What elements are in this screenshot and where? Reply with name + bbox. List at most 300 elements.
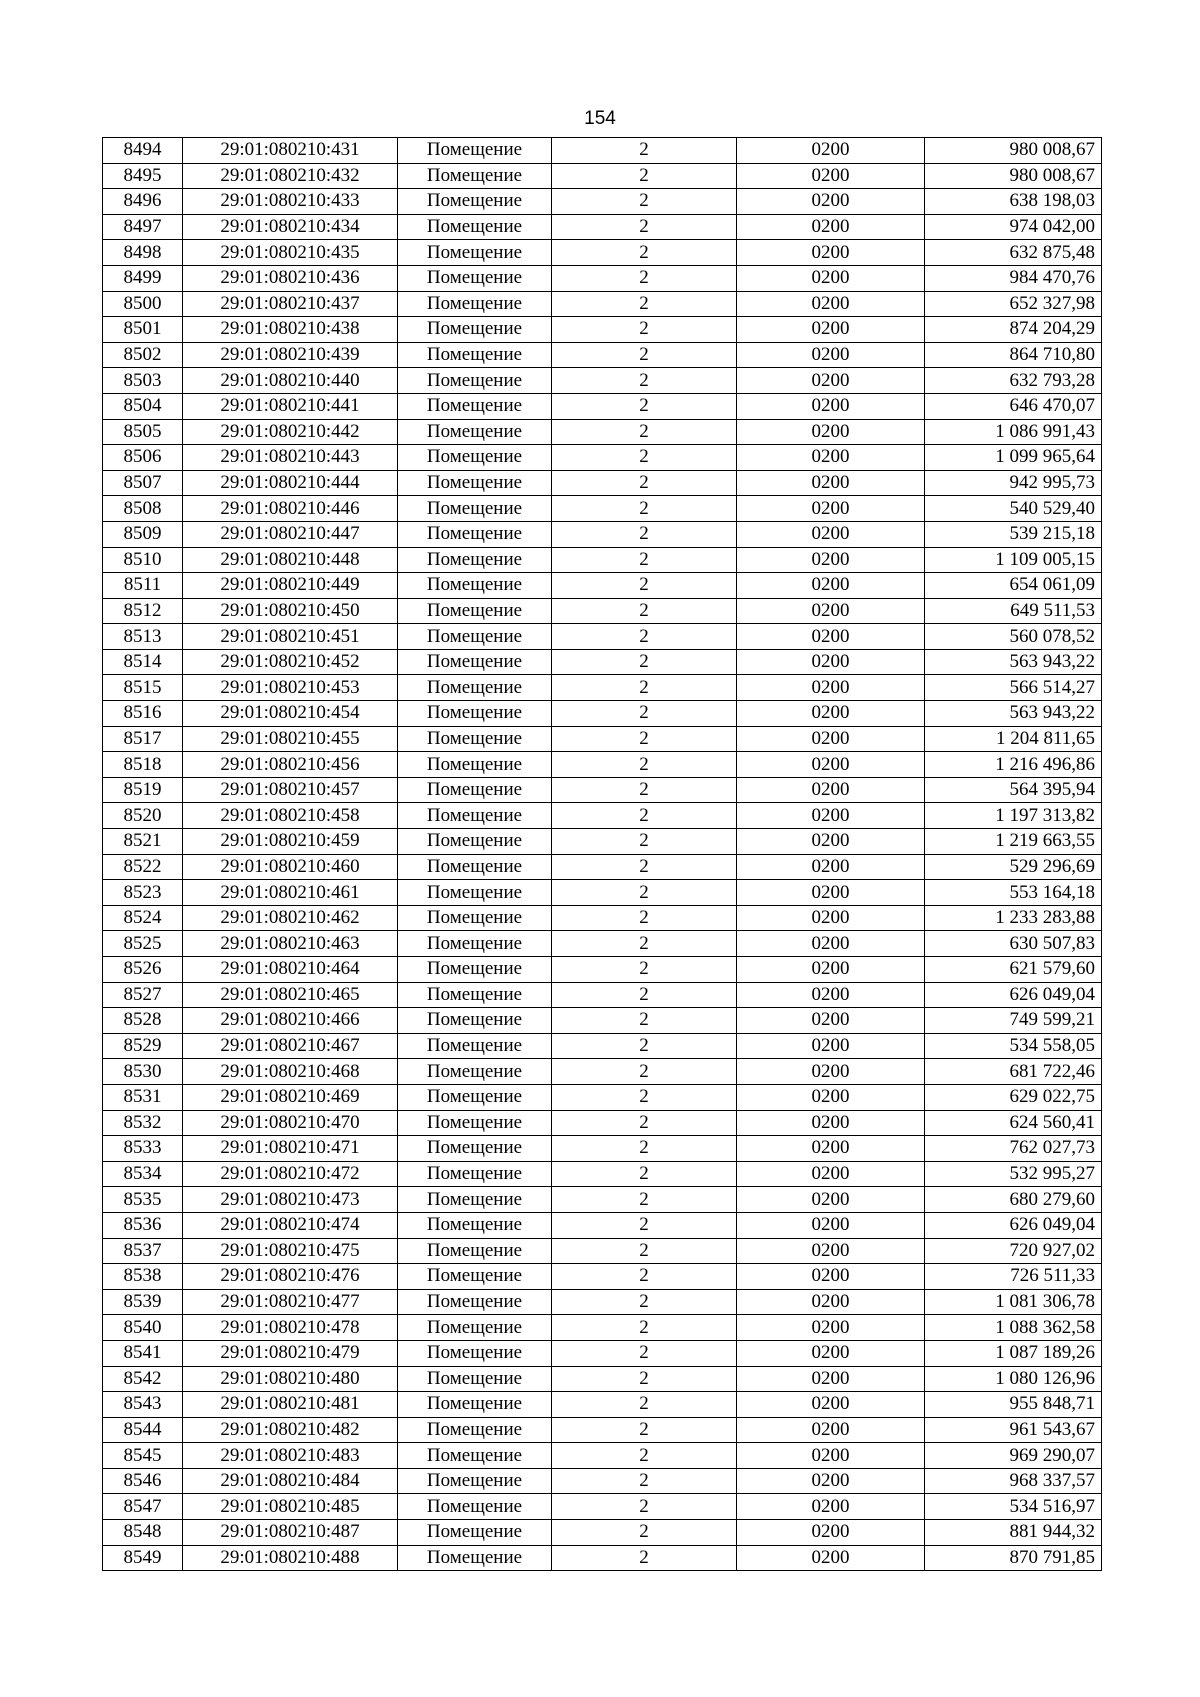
row-number-cell: 8499 <box>103 265 183 291</box>
table-row <box>103 445 1102 471</box>
table-row <box>103 573 1102 599</box>
floor-cell: 2 <box>552 803 737 829</box>
code-cell: 0200 <box>737 829 925 855</box>
cadastral-number-cell: 29:01:080210:470 <box>183 1110 398 1136</box>
cadastral-value-cell: 1 109 005,15 <box>925 547 1102 573</box>
object-type-cell: Помещение <box>398 393 552 419</box>
cadastral-number-cell: 29:01:080210:468 <box>183 1059 398 1085</box>
cadastral-number-cell: 29:01:080210:455 <box>183 726 398 752</box>
floor-cell: 2 <box>552 573 737 599</box>
object-type-cell: Помещение <box>398 138 552 164</box>
code-cell: 0200 <box>737 317 925 343</box>
registry-table-body <box>103 138 1102 1571</box>
code-cell: 0200 <box>737 1008 925 1034</box>
cadastral-value-cell: 624 560,41 <box>925 1110 1102 1136</box>
code-cell: 0200 <box>737 265 925 291</box>
object-type-cell: Помещение <box>398 521 552 547</box>
code-cell: 0200 <box>737 521 925 547</box>
object-type-cell: Помещение <box>398 854 552 880</box>
row-number-cell: 8535 <box>103 1187 183 1213</box>
cadastral-value-cell: 560 078,52 <box>925 624 1102 650</box>
table-row <box>103 1161 1102 1187</box>
cadastral-number-cell: 29:01:080210:439 <box>183 342 398 368</box>
table-row <box>103 547 1102 573</box>
table-row <box>103 1494 1102 1520</box>
floor-cell: 2 <box>552 1366 737 1392</box>
cadastral-number-cell: 29:01:080210:437 <box>183 291 398 317</box>
row-number-cell: 8515 <box>103 675 183 701</box>
floor-cell: 2 <box>552 214 737 240</box>
cadastral-value-cell: 969 290,07 <box>925 1443 1102 1469</box>
floor-cell: 2 <box>552 1110 737 1136</box>
code-cell: 0200 <box>737 240 925 266</box>
cadastral-number-cell: 29:01:080210:447 <box>183 521 398 547</box>
floor-cell: 2 <box>552 419 737 445</box>
row-number-cell: 8500 <box>103 291 183 317</box>
row-number-cell: 8525 <box>103 931 183 957</box>
cadastral-number-cell: 29:01:080210:453 <box>183 675 398 701</box>
cadastral-number-cell: 29:01:080210:433 <box>183 189 398 215</box>
cadastral-number-cell: 29:01:080210:474 <box>183 1212 398 1238</box>
cadastral-value-cell: 980 008,67 <box>925 138 1102 164</box>
code-cell: 0200 <box>737 573 925 599</box>
code-cell: 0200 <box>737 342 925 368</box>
cadastral-number-cell: 29:01:080210:431 <box>183 138 398 164</box>
row-number-cell: 8522 <box>103 854 183 880</box>
table-row <box>103 393 1102 419</box>
cadastral-value-cell: 762 027,73 <box>925 1136 1102 1162</box>
code-cell: 0200 <box>737 547 925 573</box>
table-row <box>103 675 1102 701</box>
floor-cell: 2 <box>552 675 737 701</box>
object-type-cell: Помещение <box>398 1008 552 1034</box>
cadastral-value-cell: 646 470,07 <box>925 393 1102 419</box>
cadastral-number-cell: 29:01:080210:461 <box>183 880 398 906</box>
object-type-cell: Помещение <box>398 1545 552 1571</box>
floor-cell: 2 <box>552 880 737 906</box>
table-row <box>103 138 1102 164</box>
cadastral-number-cell: 29:01:080210:457 <box>183 777 398 803</box>
table-row <box>103 291 1102 317</box>
row-number-cell: 8542 <box>103 1366 183 1392</box>
code-cell: 0200 <box>737 1468 925 1494</box>
floor-cell: 2 <box>552 777 737 803</box>
cadastral-value-cell: 680 279,60 <box>925 1187 1102 1213</box>
row-number-cell: 8524 <box>103 905 183 931</box>
cadastral-number-cell: 29:01:080210:463 <box>183 931 398 957</box>
code-cell: 0200 <box>737 701 925 727</box>
code-cell: 0200 <box>737 1264 925 1290</box>
cadastral-value-cell: 1 204 811,65 <box>925 726 1102 752</box>
code-cell: 0200 <box>737 957 925 983</box>
table-row <box>103 982 1102 1008</box>
cadastral-value-cell: 955 848,71 <box>925 1392 1102 1418</box>
code-cell: 0200 <box>737 1494 925 1520</box>
table-row <box>103 342 1102 368</box>
cadastral-value-cell: 564 395,94 <box>925 777 1102 803</box>
object-type-cell: Помещение <box>398 240 552 266</box>
table-row <box>103 752 1102 778</box>
code-cell: 0200 <box>737 1033 925 1059</box>
object-type-cell: Помещение <box>398 470 552 496</box>
cadastral-value-cell: 1 099 965,64 <box>925 445 1102 471</box>
cadastral-number-cell: 29:01:080210:442 <box>183 419 398 445</box>
table-row <box>103 1008 1102 1034</box>
cadastral-number-cell: 29:01:080210:482 <box>183 1417 398 1443</box>
code-cell: 0200 <box>737 1520 925 1546</box>
object-type-cell: Помещение <box>398 905 552 931</box>
row-number-cell: 8517 <box>103 726 183 752</box>
cadastral-value-cell: 629 022,75 <box>925 1084 1102 1110</box>
cadastral-number-cell: 29:01:080210:449 <box>183 573 398 599</box>
cadastral-number-cell: 29:01:080210:434 <box>183 214 398 240</box>
cadastral-value-cell: 974 042,00 <box>925 214 1102 240</box>
row-number-cell: 8510 <box>103 547 183 573</box>
object-type-cell: Помещение <box>398 982 552 1008</box>
table-row <box>103 214 1102 240</box>
table-row <box>103 1187 1102 1213</box>
object-type-cell: Помещение <box>398 1212 552 1238</box>
row-number-cell: 8506 <box>103 445 183 471</box>
row-number-cell: 8540 <box>103 1315 183 1341</box>
cadastral-number-cell: 29:01:080210:475 <box>183 1238 398 1264</box>
cadastral-number-cell: 29:01:080210:460 <box>183 854 398 880</box>
code-cell: 0200 <box>737 649 925 675</box>
floor-cell: 2 <box>552 1443 737 1469</box>
cadastral-value-cell: 638 198,03 <box>925 189 1102 215</box>
cadastral-value-cell: 566 514,27 <box>925 675 1102 701</box>
table-row <box>103 1264 1102 1290</box>
table-row <box>103 1084 1102 1110</box>
floor-cell: 2 <box>552 598 737 624</box>
table-row <box>103 1238 1102 1264</box>
row-number-cell: 8530 <box>103 1059 183 1085</box>
floor-cell: 2 <box>552 445 737 471</box>
row-number-cell: 8538 <box>103 1264 183 1290</box>
cadastral-number-cell: 29:01:080210:443 <box>183 445 398 471</box>
table-row <box>103 598 1102 624</box>
code-cell: 0200 <box>737 214 925 240</box>
code-cell: 0200 <box>737 1340 925 1366</box>
cadastral-value-cell: 563 943,22 <box>925 701 1102 727</box>
row-number-cell: 8505 <box>103 419 183 445</box>
object-type-cell: Помещение <box>398 317 552 343</box>
table-row <box>103 496 1102 522</box>
row-number-cell: 8543 <box>103 1392 183 1418</box>
table-row <box>103 189 1102 215</box>
code-cell: 0200 <box>737 1212 925 1238</box>
row-number-cell: 8509 <box>103 521 183 547</box>
cadastral-number-cell: 29:01:080210:436 <box>183 265 398 291</box>
table-row <box>103 419 1102 445</box>
code-cell: 0200 <box>737 445 925 471</box>
table-row <box>103 854 1102 880</box>
row-number-cell: 8549 <box>103 1545 183 1571</box>
table-row <box>103 521 1102 547</box>
row-number-cell: 8533 <box>103 1136 183 1162</box>
row-number-cell: 8526 <box>103 957 183 983</box>
floor-cell: 2 <box>552 1289 737 1315</box>
row-number-cell: 8513 <box>103 624 183 650</box>
cadastral-number-cell: 29:01:080210:465 <box>183 982 398 1008</box>
floor-cell: 2 <box>552 829 737 855</box>
cadastral-value-cell: 1 088 362,58 <box>925 1315 1102 1341</box>
cadastral-number-cell: 29:01:080210:432 <box>183 163 398 189</box>
object-type-cell: Помещение <box>398 1033 552 1059</box>
cadastral-value-cell: 1 197 313,82 <box>925 803 1102 829</box>
floor-cell: 2 <box>552 931 737 957</box>
floor-cell: 2 <box>552 240 737 266</box>
cadastral-value-cell: 654 061,09 <box>925 573 1102 599</box>
cadastral-value-cell: 726 511,33 <box>925 1264 1102 1290</box>
floor-cell: 2 <box>552 1212 737 1238</box>
row-number-cell: 8512 <box>103 598 183 624</box>
cadastral-number-cell: 29:01:080210:472 <box>183 1161 398 1187</box>
row-number-cell: 8496 <box>103 189 183 215</box>
object-type-cell: Помещение <box>398 1110 552 1136</box>
floor-cell: 2 <box>552 1468 737 1494</box>
row-number-cell: 8521 <box>103 829 183 855</box>
floor-cell: 2 <box>552 1494 737 1520</box>
cadastral-number-cell: 29:01:080210:487 <box>183 1520 398 1546</box>
code-cell: 0200 <box>737 726 925 752</box>
code-cell: 0200 <box>737 189 925 215</box>
object-type-cell: Помещение <box>398 1187 552 1213</box>
row-number-cell: 8518 <box>103 752 183 778</box>
code-cell: 0200 <box>737 624 925 650</box>
object-type-cell: Помещение <box>398 1520 552 1546</box>
floor-cell: 2 <box>552 1315 737 1341</box>
cadastral-value-cell: 749 599,21 <box>925 1008 1102 1034</box>
row-number-cell: 8504 <box>103 393 183 419</box>
row-number-cell: 8508 <box>103 496 183 522</box>
cadastral-value-cell: 652 327,98 <box>925 291 1102 317</box>
floor-cell: 2 <box>552 1008 737 1034</box>
floor-cell: 2 <box>552 624 737 650</box>
table-row <box>103 1468 1102 1494</box>
table-row <box>103 1033 1102 1059</box>
object-type-cell: Помещение <box>398 342 552 368</box>
table-row <box>103 905 1102 931</box>
row-number-cell: 8534 <box>103 1161 183 1187</box>
code-cell: 0200 <box>737 982 925 1008</box>
table-row <box>103 1443 1102 1469</box>
cadastral-value-cell: 649 511,53 <box>925 598 1102 624</box>
object-type-cell: Помещение <box>398 1136 552 1162</box>
row-number-cell: 8544 <box>103 1417 183 1443</box>
cadastral-value-cell: 720 927,02 <box>925 1238 1102 1264</box>
row-number-cell: 8494 <box>103 138 183 164</box>
floor-cell: 2 <box>552 496 737 522</box>
cadastral-number-cell: 29:01:080210:484 <box>183 1468 398 1494</box>
floor-cell: 2 <box>552 1264 737 1290</box>
floor-cell: 2 <box>552 342 737 368</box>
object-type-cell: Помещение <box>398 1340 552 1366</box>
table-row <box>103 829 1102 855</box>
table-row <box>103 163 1102 189</box>
cadastral-value-cell: 1 219 663,55 <box>925 829 1102 855</box>
object-type-cell: Помещение <box>398 649 552 675</box>
object-type-cell: Помещение <box>398 931 552 957</box>
cadastral-value-cell: 1 080 126,96 <box>925 1366 1102 1392</box>
object-type-cell: Помещение <box>398 1468 552 1494</box>
cadastral-value-cell: 539 215,18 <box>925 521 1102 547</box>
code-cell: 0200 <box>737 1238 925 1264</box>
object-type-cell: Помещение <box>398 1238 552 1264</box>
code-cell: 0200 <box>737 163 925 189</box>
object-type-cell: Помещение <box>398 1315 552 1341</box>
row-number-cell: 8527 <box>103 982 183 1008</box>
cadastral-value-cell: 1 086 991,43 <box>925 419 1102 445</box>
object-type-cell: Помещение <box>398 726 552 752</box>
floor-cell: 2 <box>552 1340 737 1366</box>
cadastral-value-cell: 1 087 189,26 <box>925 1340 1102 1366</box>
floor-cell: 2 <box>552 982 737 1008</box>
object-type-cell: Помещение <box>398 496 552 522</box>
code-cell: 0200 <box>737 1443 925 1469</box>
cadastral-value-cell: 540 529,40 <box>925 496 1102 522</box>
table-row <box>103 1417 1102 1443</box>
row-number-cell: 8548 <box>103 1520 183 1546</box>
code-cell: 0200 <box>737 291 925 317</box>
table-row <box>103 624 1102 650</box>
object-type-cell: Помещение <box>398 1392 552 1418</box>
cadastral-value-cell: 632 875,48 <box>925 240 1102 266</box>
code-cell: 0200 <box>737 777 925 803</box>
object-type-cell: Помещение <box>398 598 552 624</box>
cadastral-number-cell: 29:01:080210:477 <box>183 1289 398 1315</box>
object-type-cell: Помещение <box>398 1084 552 1110</box>
cadastral-number-cell: 29:01:080210:438 <box>183 317 398 343</box>
table-row <box>103 957 1102 983</box>
cadastral-value-cell: 563 943,22 <box>925 649 1102 675</box>
code-cell: 0200 <box>737 854 925 880</box>
table-row <box>103 1520 1102 1546</box>
table-row <box>103 931 1102 957</box>
table-row <box>103 701 1102 727</box>
table-row <box>103 1059 1102 1085</box>
code-cell: 0200 <box>737 675 925 701</box>
floor-cell: 2 <box>552 854 737 880</box>
cadastral-number-cell: 29:01:080210:473 <box>183 1187 398 1213</box>
code-cell: 0200 <box>737 419 925 445</box>
row-number-cell: 8546 <box>103 1468 183 1494</box>
code-cell: 0200 <box>737 496 925 522</box>
cadastral-number-cell: 29:01:080210:480 <box>183 1366 398 1392</box>
object-type-cell: Помещение <box>398 1059 552 1085</box>
table-row <box>103 265 1102 291</box>
row-number-cell: 8519 <box>103 777 183 803</box>
cadastral-value-cell: 864 710,80 <box>925 342 1102 368</box>
cadastral-value-cell: 532 995,27 <box>925 1161 1102 1187</box>
row-number-cell: 8514 <box>103 649 183 675</box>
table-row <box>103 777 1102 803</box>
row-number-cell: 8532 <box>103 1110 183 1136</box>
object-type-cell: Помещение <box>398 777 552 803</box>
cadastral-number-cell: 29:01:080210:464 <box>183 957 398 983</box>
floor-cell: 2 <box>552 701 737 727</box>
code-cell: 0200 <box>737 1084 925 1110</box>
cadastral-value-cell: 553 164,18 <box>925 880 1102 906</box>
floor-cell: 2 <box>552 1033 737 1059</box>
cadastral-value-cell: 626 049,04 <box>925 1212 1102 1238</box>
cadastral-value-cell: 621 579,60 <box>925 957 1102 983</box>
floor-cell: 2 <box>552 1187 737 1213</box>
row-number-cell: 8537 <box>103 1238 183 1264</box>
code-cell: 0200 <box>737 1187 925 1213</box>
cadastral-number-cell: 29:01:080210:459 <box>183 829 398 855</box>
cadastral-number-cell: 29:01:080210:479 <box>183 1340 398 1366</box>
object-type-cell: Помещение <box>398 829 552 855</box>
code-cell: 0200 <box>737 803 925 829</box>
row-number-cell: 8516 <box>103 701 183 727</box>
floor-cell: 2 <box>552 1136 737 1162</box>
code-cell: 0200 <box>737 1417 925 1443</box>
row-number-cell: 8547 <box>103 1494 183 1520</box>
row-number-cell: 8528 <box>103 1008 183 1034</box>
object-type-cell: Помещение <box>398 291 552 317</box>
cadastral-value-cell: 1 216 496,86 <box>925 752 1102 778</box>
code-cell: 0200 <box>737 1289 925 1315</box>
table-row <box>103 1545 1102 1571</box>
row-number-cell: 8541 <box>103 1340 183 1366</box>
registry-table <box>102 137 1102 1571</box>
cadastral-number-cell: 29:01:080210:471 <box>183 1136 398 1162</box>
object-type-cell: Помещение <box>398 163 552 189</box>
cadastral-value-cell: 874 204,29 <box>925 317 1102 343</box>
cadastral-number-cell: 29:01:080210:444 <box>183 470 398 496</box>
cadastral-value-cell: 984 470,76 <box>925 265 1102 291</box>
code-cell: 0200 <box>737 1315 925 1341</box>
cadastral-number-cell: 29:01:080210:476 <box>183 1264 398 1290</box>
code-cell: 0200 <box>737 1392 925 1418</box>
cadastral-value-cell: 942 995,73 <box>925 470 1102 496</box>
object-type-cell: Помещение <box>398 624 552 650</box>
cadastral-number-cell: 29:01:080210:452 <box>183 649 398 675</box>
object-type-cell: Помещение <box>398 880 552 906</box>
cadastral-number-cell: 29:01:080210:462 <box>183 905 398 931</box>
floor-cell: 2 <box>552 649 737 675</box>
row-number-cell: 8529 <box>103 1033 183 1059</box>
table-row <box>103 1392 1102 1418</box>
row-number-cell: 8498 <box>103 240 183 266</box>
floor-cell: 2 <box>552 521 737 547</box>
cadastral-value-cell: 968 337,57 <box>925 1468 1102 1494</box>
row-number-cell: 8501 <box>103 317 183 343</box>
floor-cell: 2 <box>552 726 737 752</box>
table-row <box>103 649 1102 675</box>
object-type-cell: Помещение <box>398 1443 552 1469</box>
row-number-cell: 8497 <box>103 214 183 240</box>
object-type-cell: Помещение <box>398 752 552 778</box>
table-row <box>103 803 1102 829</box>
code-cell: 0200 <box>737 368 925 394</box>
row-number-cell: 8523 <box>103 880 183 906</box>
cadastral-value-cell: 626 049,04 <box>925 982 1102 1008</box>
floor-cell: 2 <box>552 1084 737 1110</box>
floor-cell: 2 <box>552 1238 737 1264</box>
cadastral-value-cell: 630 507,83 <box>925 931 1102 957</box>
object-type-cell: Помещение <box>398 1264 552 1290</box>
code-cell: 0200 <box>737 138 925 164</box>
cadastral-number-cell: 29:01:080210:485 <box>183 1494 398 1520</box>
cadastral-value-cell: 632 793,28 <box>925 368 1102 394</box>
cadastral-number-cell: 29:01:080210:448 <box>183 547 398 573</box>
floor-cell: 2 <box>552 317 737 343</box>
cadastral-number-cell: 29:01:080210:458 <box>183 803 398 829</box>
object-type-cell: Помещение <box>398 957 552 983</box>
cadastral-value-cell: 870 791,85 <box>925 1545 1102 1571</box>
